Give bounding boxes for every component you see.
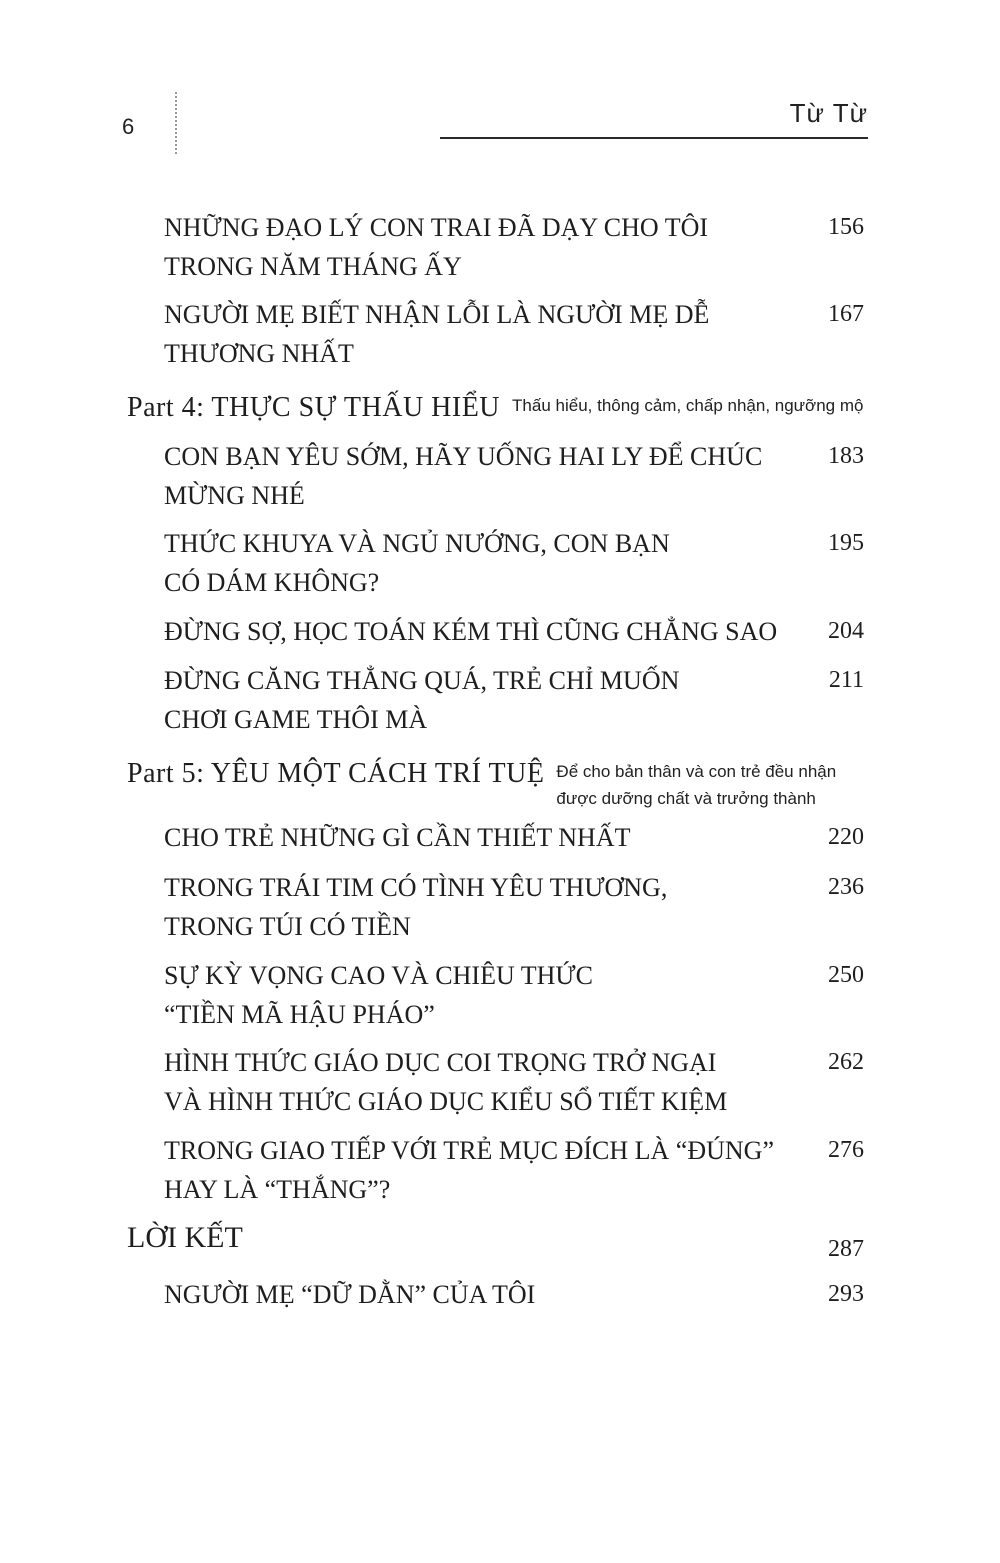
part-subtitle: Để cho bản thân và con trẻ đều nhận được dưỡng chất và trưởng thành [556,762,837,808]
toc-entry-page: 250 [828,962,864,988]
toc-entry [164,1131,864,1209]
toc-entry-page: 183 [828,443,864,469]
toc-entry-page: 167 [828,301,864,327]
toc-entry-page: 236 [828,874,864,900]
toc-entry-page: 156 [828,214,864,240]
toc-entry [164,1275,864,1314]
toc-entry-page: 293 [828,1281,864,1307]
toc-entry [164,868,864,946]
toc-entry-page: 211 [828,667,864,693]
epilogue-page: 287 [828,1236,864,1262]
toc-entry [164,1043,864,1121]
toc-entry-title: NGƯỜI MẸ BIẾT NHẬN LỖI LÀ NGƯỜI MẸ DỄ THƯƠNG NHẤT [164,300,710,368]
toc-entry [164,956,864,1034]
part-subtitle: Thấu hiểu, thông cảm, chấp nhận, ngưỡng mộ [512,396,864,415]
toc-entry-title: CHO TRẺ NHỮNG GÌ CẦN THIẾT NHẤT [164,823,631,852]
toc-entry-title: SỰ KỲ VỌNG CAO VÀ CHIÊU THỨC “TIỀN MÃ HẬU PHÁO” [164,961,593,1029]
toc-entry-title: ĐỪNG CĂNG THẲNG QUÁ, TRẺ CHỈ MUỐN CHƠI GAME THÔI MÀ [164,666,680,734]
part-heading [127,756,876,812]
toc-entry-title: NHỮNG ĐẠO LÝ CON TRAI ĐÃ DẠY CHO TÔI TRONG NĂM THÁNG ẤY [164,213,709,281]
toc-entry-title: CON BẠN YÊU SỚM, HÃY UỐNG HAI LY ĐỂ CHÚC MỪNG NHÉ [164,442,763,510]
toc-entry-page: 204 [828,618,864,644]
part-heading [127,390,912,426]
part-title: Part 4: THỰC SỰ THẤU HIỂU [127,392,501,423]
toc-entry-page: 276 [828,1137,864,1163]
margin-rule [175,92,177,154]
toc-entry-title: HÌNH THỨC GIÁO DỤC COI TRỌNG TRỞ NGẠI VÀ HÌNH THỨC GIÁO DỤC KIỂU SỔ TIẾT KIỆM [164,1048,728,1116]
toc-entry-page: 195 [828,530,864,556]
toc-entry [164,437,864,515]
toc-entry-title: NGƯỜI MẸ “DỮ DẰN” CỦA TÔI [164,1280,536,1309]
epilogue-heading [127,1220,864,1262]
running-title: Từ Từ [789,98,868,128]
toc-entry-page: 262 [828,1049,864,1075]
page-number: 6 [122,114,135,139]
toc-entry [164,524,864,602]
toc-entry-title: TRONG TRÁI TIM CÓ TÌNH YÊU THƯƠNG, TRONG TÚI CÓ TIỀN [164,873,668,941]
toc-entry-title: TRONG GIAO TIẾP VỚI TRẺ MỤC ĐÍCH LÀ “ĐÚNG” HAY LÀ “THẮNG”? [164,1136,774,1204]
header-rule [440,137,868,139]
toc-entry-title: ĐỪNG SỢ, HỌC TOÁN KÉM THÌ CŨNG CHẲNG SAO [164,617,778,646]
toc-entry [164,208,864,286]
toc-entry [164,818,864,857]
toc-entry-page: 220 [828,824,864,850]
part-title: Part 5: YÊU MỘT CÁCH TRÍ TUỆ [127,758,545,789]
toc-entry [164,295,864,373]
toc-entry [164,612,864,651]
toc-entry [164,661,864,739]
epilogue-title: LỜI KẾT [127,1221,243,1254]
toc-entry-title: THỨC KHUYA VÀ NGỦ NƯỚNG, CON BẠN CÓ DÁM KHÔNG? [164,529,670,597]
